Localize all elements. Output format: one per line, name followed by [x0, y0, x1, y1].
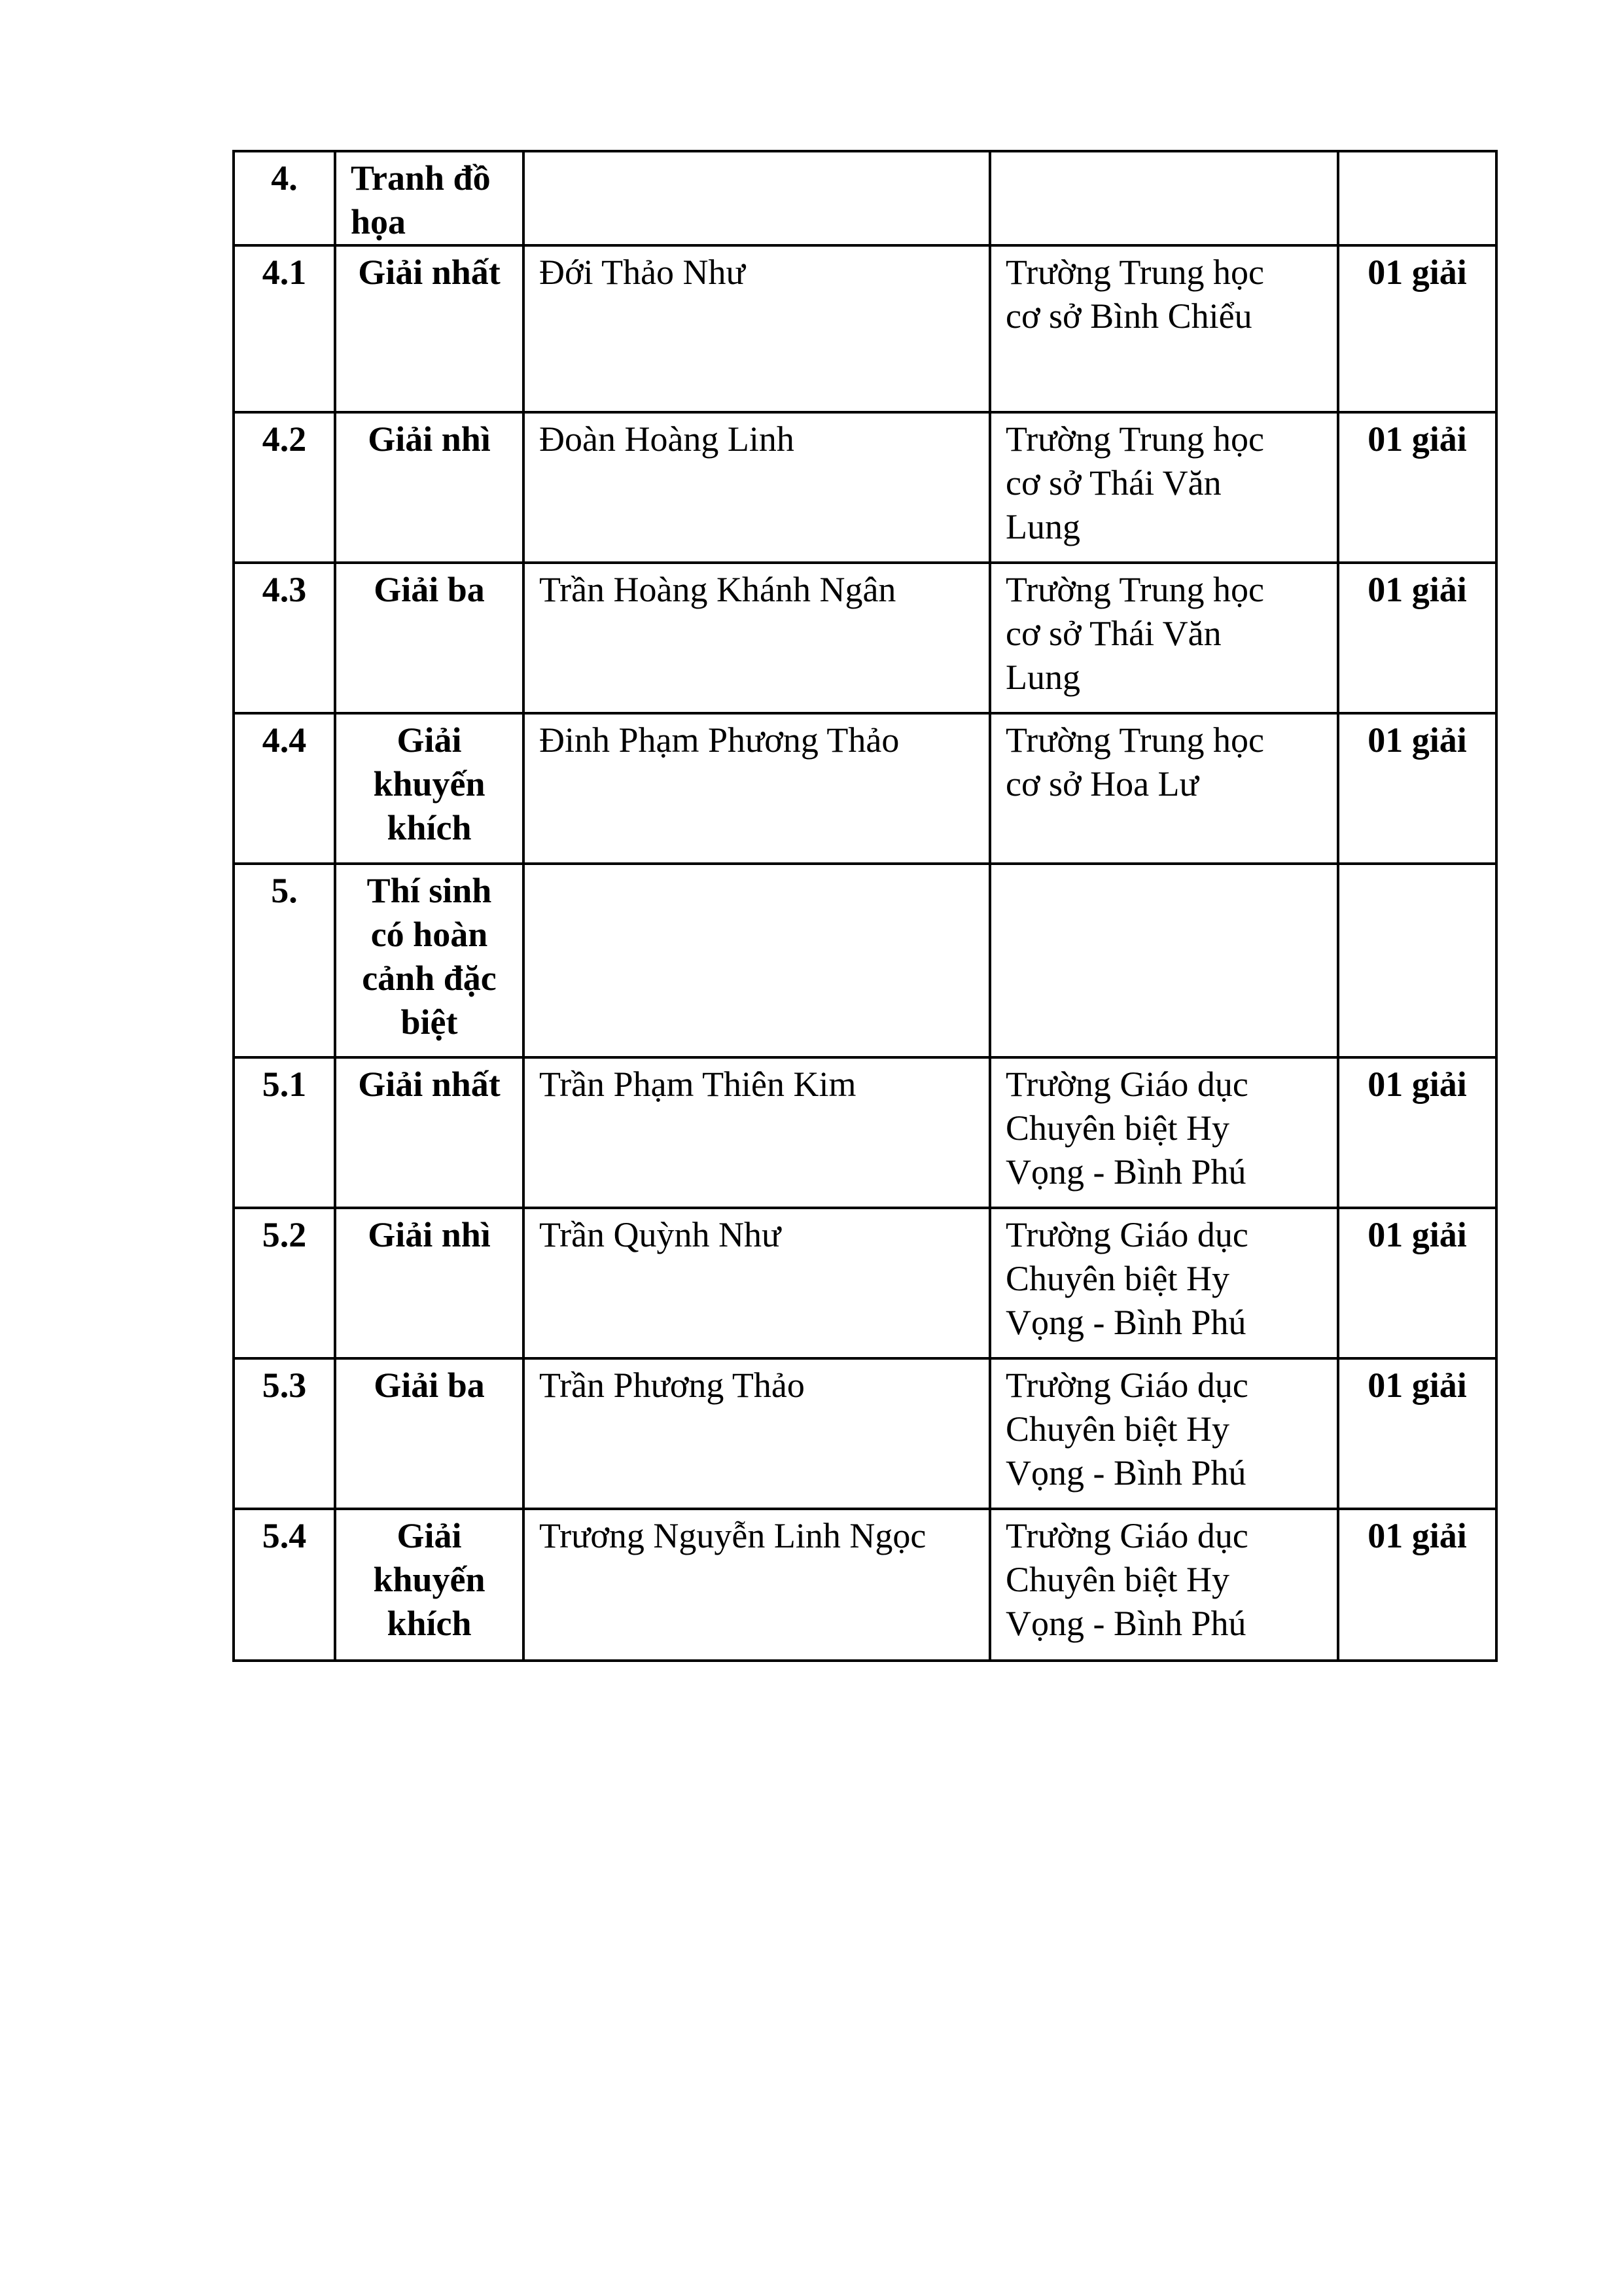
- row-number: 5.4: [234, 1509, 335, 1661]
- prize-level: Giải nhì: [335, 412, 523, 563]
- school-name: [990, 151, 1338, 245]
- award-count: 01 giải: [1338, 563, 1496, 713]
- prize-level: Giải khuyến khích: [335, 713, 523, 864]
- student-name: Đinh Phạm Phương Thảo: [523, 713, 990, 864]
- row-number: 4.: [234, 151, 335, 245]
- row-number: 5.2: [234, 1208, 335, 1358]
- school-name: Trường Trung học cơ sở Thái Văn Lung: [990, 563, 1338, 713]
- row-number: 4.4: [234, 713, 335, 864]
- student-name: Trần Phương Thảo: [523, 1358, 990, 1509]
- row-number: 5.3: [234, 1358, 335, 1509]
- school-name: [990, 864, 1338, 1057]
- table-row: [234, 1358, 1496, 1509]
- school-name: Trường Trung học cơ sở Bình Chiểu: [990, 245, 1338, 412]
- table-row: [234, 563, 1496, 713]
- student-name: Trương Nguyễn Linh Ngọc: [523, 1509, 990, 1661]
- school-name: Trường Trung học cơ sở Hoa Lư: [990, 713, 1338, 864]
- school-name: Trường Giáo dục Chuyên biệt Hy Vọng - Bình Phú: [990, 1358, 1338, 1509]
- prize-level: Giải khuyến khích: [335, 1509, 523, 1661]
- row-number: 4.1: [234, 245, 335, 412]
- award-count: [1338, 864, 1496, 1057]
- section-title: Thí sinh có hoàn cảnh đặc biệt: [335, 864, 523, 1057]
- awards-table: [232, 150, 1498, 1662]
- student-name: Đoàn Hoàng Linh: [523, 412, 990, 563]
- school-name: Trường Trung học cơ sở Thái Văn Lung: [990, 412, 1338, 563]
- prize-level: Giải ba: [335, 563, 523, 713]
- prize-level: Giải nhì: [335, 1208, 523, 1358]
- award-count: 01 giải: [1338, 1057, 1496, 1208]
- prize-level: Giải nhất: [335, 1057, 523, 1208]
- section-row: [234, 151, 1496, 245]
- award-count: 01 giải: [1338, 412, 1496, 563]
- section-title: Tranh đồ họa: [335, 151, 523, 245]
- prize-level: Giải nhất: [335, 245, 523, 412]
- table-row: [234, 1208, 1496, 1358]
- section-row: [234, 864, 1496, 1057]
- school-name: Trường Giáo dục Chuyên biệt Hy Vọng - Bình Phú: [990, 1208, 1338, 1358]
- student-name: Đới Thảo Như: [523, 245, 990, 412]
- student-name: [523, 151, 990, 245]
- award-count: 01 giải: [1338, 713, 1496, 864]
- table-row: [234, 245, 1496, 412]
- student-name: Trần Quỳnh Như: [523, 1208, 990, 1358]
- table-row: [234, 412, 1496, 563]
- student-name: [523, 864, 990, 1057]
- award-count: 01 giải: [1338, 1509, 1496, 1661]
- school-name: Trường Giáo dục Chuyên biệt Hy Vọng - Bình Phú: [990, 1509, 1338, 1661]
- student-name: Trần Phạm Thiên Kim: [523, 1057, 990, 1208]
- row-number: 4.2: [234, 412, 335, 563]
- award-count: 01 giải: [1338, 245, 1496, 412]
- table-row: [234, 1509, 1496, 1661]
- student-name: Trần Hoàng Khánh Ngân: [523, 563, 990, 713]
- row-number: 4.3: [234, 563, 335, 713]
- school-name: Trường Giáo dục Chuyên biệt Hy Vọng - Bình Phú: [990, 1057, 1338, 1208]
- table-row: [234, 1057, 1496, 1208]
- row-number: 5.: [234, 864, 335, 1057]
- award-count: 01 giải: [1338, 1208, 1496, 1358]
- table-row: [234, 713, 1496, 864]
- prize-level: Giải ba: [335, 1358, 523, 1509]
- award-count: [1338, 151, 1496, 245]
- row-number: 5.1: [234, 1057, 335, 1208]
- award-count: 01 giải: [1338, 1358, 1496, 1509]
